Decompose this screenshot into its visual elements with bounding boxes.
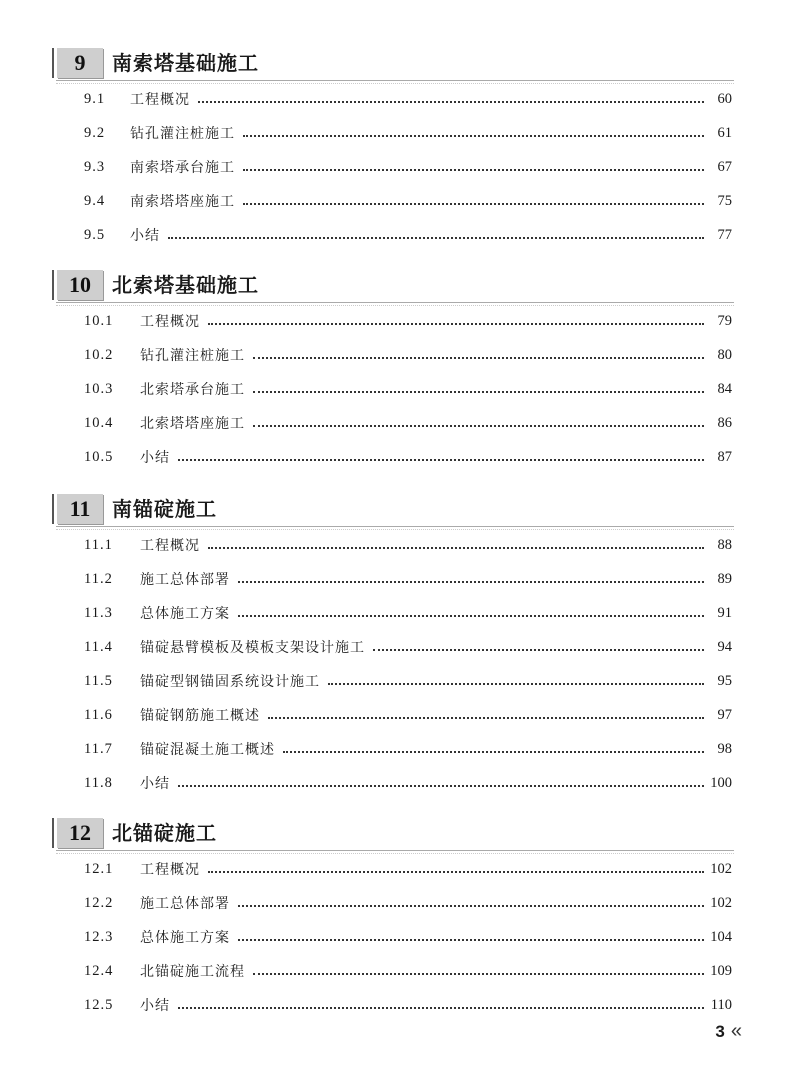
page-number: 61: [717, 124, 732, 141]
page-number: 86: [717, 414, 732, 431]
page-number: 97: [717, 706, 732, 723]
section-number: 11.5: [84, 672, 113, 689]
double-chevron-left-icon: «: [730, 1020, 738, 1042]
chapter-title[interactable]: 北索塔基础施工: [112, 273, 259, 297]
section-title: 小结: [140, 776, 170, 792]
section-number: 11.7: [84, 740, 113, 757]
chapter-title[interactable]: 南索塔基础施工: [112, 51, 259, 75]
toc-entry[interactable]: [0, 116, 790, 150]
chapter-12: [0, 810, 790, 1022]
toc-entry[interactable]: [0, 528, 790, 562]
section-title: 锚碇型钢锚固系统设计施工: [140, 674, 320, 690]
section-title: 总体施工方案: [140, 606, 230, 622]
page-number: 98: [717, 740, 732, 757]
dot-leader: [253, 357, 704, 359]
page-number: 104: [710, 928, 732, 945]
section-title: 小结: [130, 228, 160, 244]
dot-leader: [243, 135, 704, 137]
chapter-number: 12: [57, 818, 103, 848]
section-number: 11.1: [84, 536, 113, 553]
section-title: 工程概况: [130, 92, 190, 108]
dot-leader: [243, 203, 704, 205]
chapter-10: [0, 262, 790, 474]
section-number: 11.3: [84, 604, 113, 621]
page-number: 94: [717, 638, 732, 655]
dot-leader: [198, 101, 704, 103]
toc-entry[interactable]: [0, 596, 790, 630]
page-number: 67: [717, 158, 732, 175]
page-number: 102: [710, 894, 732, 911]
dot-leader: [238, 581, 704, 583]
section-number: 12.2: [84, 894, 114, 911]
dot-leader: [178, 785, 704, 787]
section-number: 12.3: [84, 928, 114, 945]
page-number: 88: [717, 536, 732, 553]
page-footer: [715, 1020, 738, 1043]
section-title: 南索塔承台施工: [130, 160, 235, 176]
section-title: 总体施工方案: [140, 930, 230, 946]
toc-entry[interactable]: [0, 852, 790, 886]
chapter-title[interactable]: 北锚碇施工: [112, 821, 217, 845]
section-title: 施工总体部署: [140, 896, 230, 912]
page-number: 87: [717, 448, 732, 465]
dot-leader: [373, 649, 704, 651]
section-title: 北锚碇施工流程: [140, 964, 245, 980]
toc-entry[interactable]: [0, 562, 790, 596]
dot-leader: [238, 939, 704, 941]
section-number: 9.2: [84, 124, 106, 141]
toc-entry[interactable]: [0, 732, 790, 766]
dot-leader: [208, 871, 704, 873]
section-title: 钻孔灌注桩施工: [140, 348, 245, 364]
heading-rule: [56, 850, 734, 851]
section-number: 9.5: [84, 226, 106, 243]
heading-bar: [52, 818, 54, 848]
toc-entry[interactable]: [0, 218, 790, 252]
section-number: 10.1: [84, 312, 114, 329]
toc-entry[interactable]: [0, 698, 790, 732]
section-number: 10.5: [84, 448, 114, 465]
section-title: 北索塔承台施工: [140, 382, 245, 398]
dot-leader: [238, 615, 704, 617]
section-title: 小结: [140, 998, 170, 1014]
footer-page-number: 3: [715, 1021, 725, 1041]
section-number: 10.3: [84, 380, 114, 397]
dot-leader: [328, 683, 704, 685]
chapter-heading: [0, 810, 790, 852]
section-title: 施工总体部署: [140, 572, 230, 588]
section-title: 锚碇悬臂模板及模板支架设计施工: [140, 640, 365, 656]
section-title: 锚碇混凝土施工概述: [140, 742, 275, 758]
section-title: 南索塔塔座施工: [130, 194, 235, 210]
chapter-number: 11: [57, 494, 103, 524]
section-number: 10.4: [84, 414, 114, 431]
page-number: 80: [717, 346, 732, 363]
toc-entry[interactable]: [0, 150, 790, 184]
section-title: 北索塔塔座施工: [140, 416, 245, 432]
toc-entry[interactable]: [0, 988, 790, 1022]
section-number: 11.6: [84, 706, 113, 723]
dot-leader: [178, 459, 704, 461]
heading-bar: [52, 48, 54, 78]
section-number: 11.2: [84, 570, 113, 587]
section-number: 9.1: [84, 90, 106, 107]
toc-entry[interactable]: [0, 920, 790, 954]
dot-leader: [253, 391, 704, 393]
dot-leader: [243, 169, 704, 171]
page-number: 84: [717, 380, 732, 397]
dot-leader: [178, 1007, 704, 1009]
page-number: 110: [710, 996, 732, 1013]
dot-leader: [168, 237, 704, 239]
section-title: 工程概况: [140, 862, 200, 878]
chapter-title[interactable]: 南锚碇施工: [112, 497, 217, 521]
section-title: 锚碇钢筋施工概述: [140, 708, 260, 724]
heading-bar: [52, 494, 54, 524]
chapter-9: [0, 40, 790, 252]
section-number: 12.5: [84, 996, 114, 1013]
section-number: 10.2: [84, 346, 114, 363]
toc-entry[interactable]: [0, 954, 790, 988]
dot-leader: [208, 547, 704, 549]
page-number: 109: [710, 962, 732, 979]
heading-rule: [56, 526, 734, 527]
section-number: 12.1: [84, 860, 114, 877]
toc-entry[interactable]: [0, 372, 790, 406]
chapter-heading: [0, 486, 790, 528]
page-number: 95: [717, 672, 732, 689]
toc-entry[interactable]: [0, 82, 790, 116]
toc-entry[interactable]: [0, 338, 790, 372]
dot-leader: [253, 425, 704, 427]
chapter-heading: [0, 262, 790, 304]
toc-entry[interactable]: [0, 184, 790, 218]
page-number: 89: [717, 570, 732, 587]
section-title: 小结: [140, 450, 170, 466]
section-number: 9.3: [84, 158, 106, 175]
dot-leader: [208, 323, 704, 325]
toc-entry[interactable]: [0, 304, 790, 338]
chapter-11: [0, 486, 790, 800]
page-number: 91: [717, 604, 732, 621]
page-number: 79: [717, 312, 732, 329]
toc-entry[interactable]: [0, 664, 790, 698]
page-number: 102: [710, 860, 732, 877]
toc-entry[interactable]: [0, 406, 790, 440]
page-number: 77: [717, 226, 732, 243]
toc-entry[interactable]: [0, 766, 790, 800]
toc-entry[interactable]: [0, 886, 790, 920]
chapter-number: 10: [57, 270, 103, 300]
section-number: 11.4: [84, 638, 113, 655]
page-number: 75: [717, 192, 732, 209]
chapter-heading: [0, 40, 790, 82]
heading-rule: [56, 302, 734, 303]
dot-leader: [238, 905, 704, 907]
chapter-number: 9: [57, 48, 103, 78]
dot-leader: [253, 973, 704, 975]
section-number: 11.8: [84, 774, 113, 791]
heading-rule: [56, 80, 734, 81]
section-number: 12.4: [84, 962, 114, 979]
section-number: 9.4: [84, 192, 106, 209]
dot-leader: [283, 751, 704, 753]
section-title: 钻孔灌注桩施工: [130, 126, 235, 142]
dot-leader: [268, 717, 704, 719]
section-title: 工程概况: [140, 538, 200, 554]
toc-entry[interactable]: [0, 440, 790, 474]
toc-entry[interactable]: [0, 630, 790, 664]
page-number: 100: [710, 774, 732, 791]
heading-bar: [52, 270, 54, 300]
page-number: 60: [717, 90, 732, 107]
section-title: 工程概况: [140, 314, 200, 330]
